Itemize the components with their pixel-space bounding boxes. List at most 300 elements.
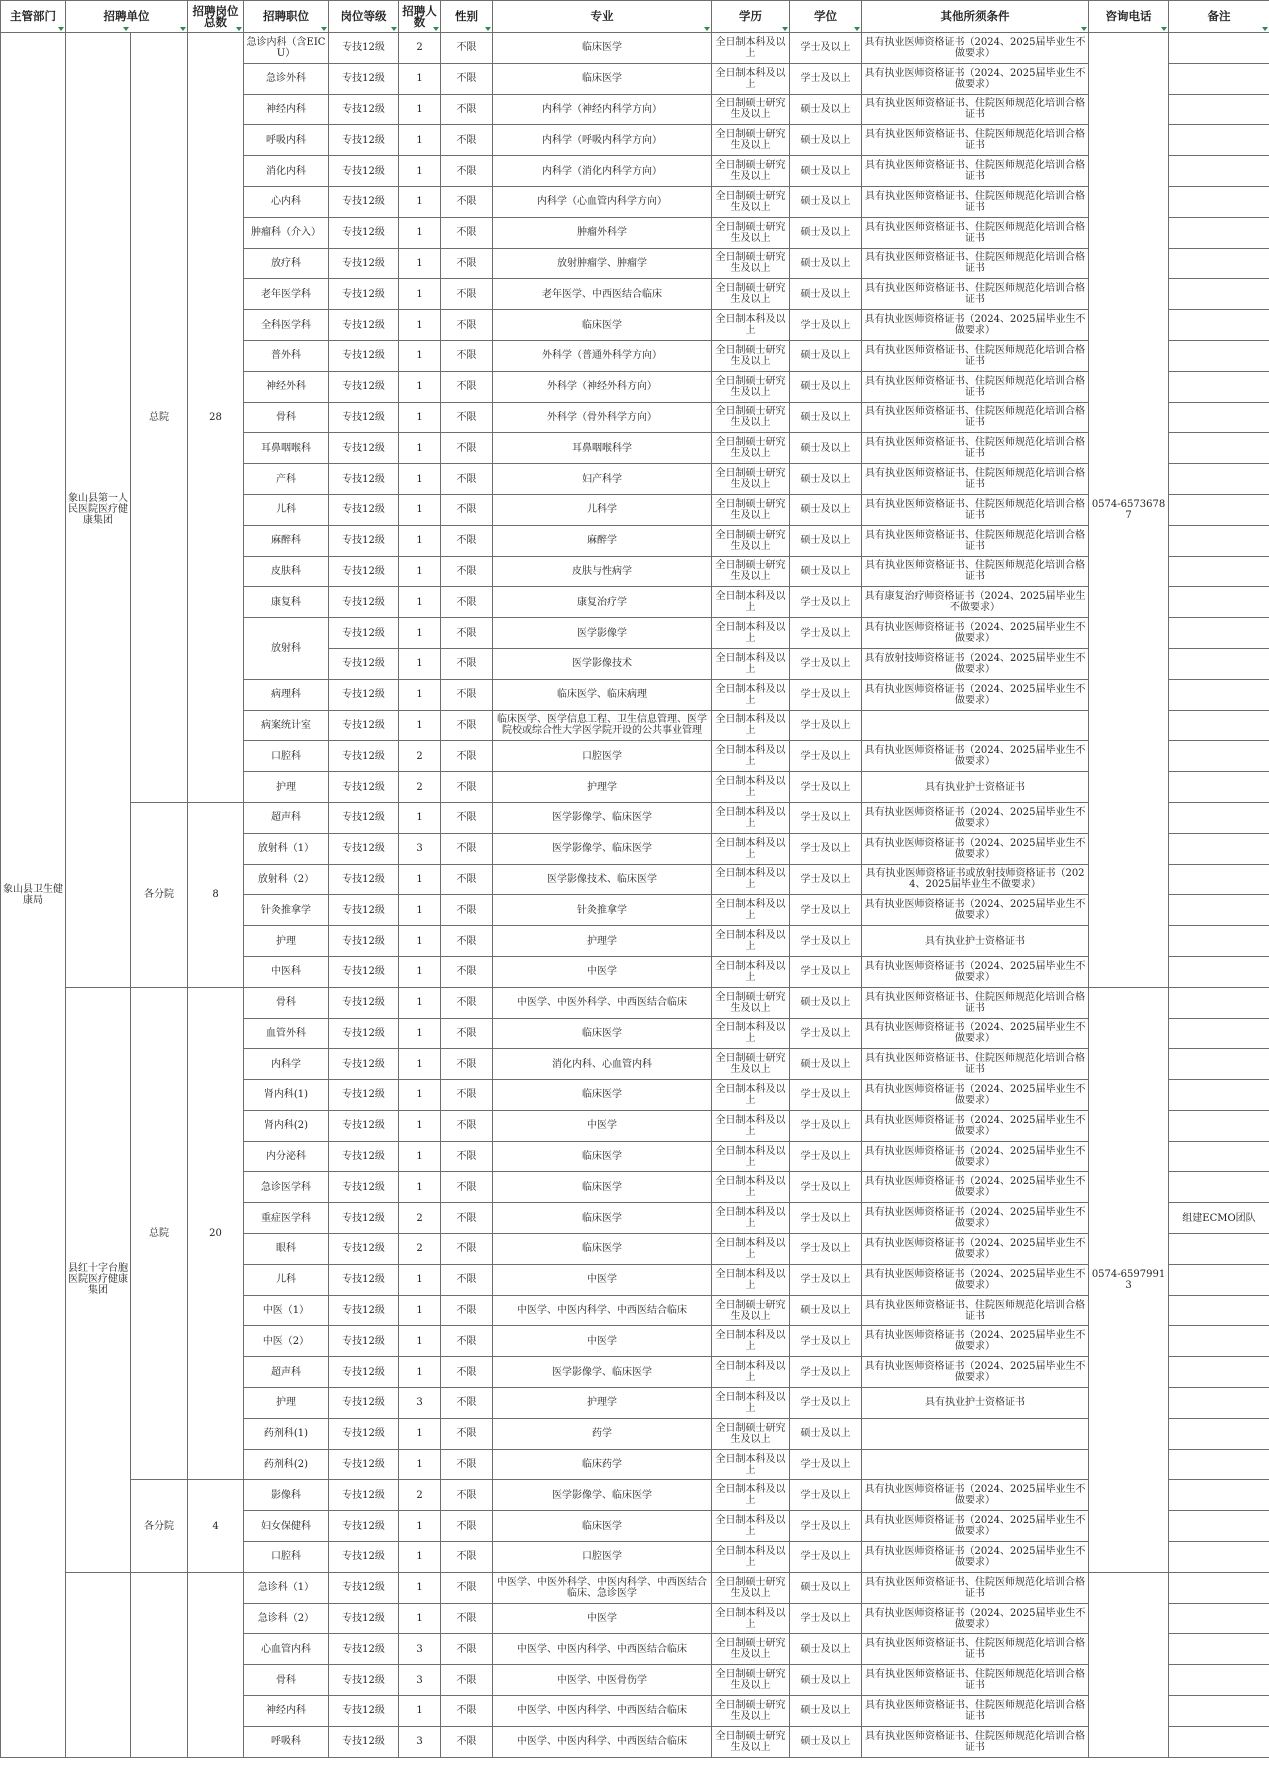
cell-remark[interactable] <box>1169 926 1269 957</box>
cell-count[interactable]: 1 <box>399 556 441 587</box>
cell-degree[interactable]: 硕士及以上 <box>790 1726 862 1757</box>
cell-position[interactable]: 药剂科(1) <box>244 1418 329 1449</box>
cell-gender[interactable]: 不限 <box>441 956 493 987</box>
cell-education[interactable]: 全日制本科及以上 <box>712 648 790 679</box>
cell-count[interactable]: 1 <box>399 1449 441 1480</box>
cell-level[interactable]: 专技12级 <box>329 741 399 772</box>
cell-other[interactable]: 具有执业医师资格证书（2024、2025届毕业生不做要求） <box>862 1480 1089 1511</box>
cell-degree[interactable]: 硕士及以上 <box>790 987 862 1018</box>
cell-level[interactable]: 专技12级 <box>329 802 399 833</box>
cell-level[interactable]: 专技12级 <box>329 1234 399 1265</box>
cell-position[interactable]: 急诊科（1） <box>244 1572 329 1603</box>
cell-position[interactable]: 急诊科（2） <box>244 1603 329 1634</box>
cell-major[interactable]: 内科学（神经内科学方向） <box>493 94 712 125</box>
cell-level[interactable]: 专技12级 <box>329 648 399 679</box>
filter-dropdown-icon[interactable] <box>433 27 439 31</box>
cell-count[interactable]: 1 <box>399 956 441 987</box>
cell-other[interactable]: 具有执业医师资格证书（2024、2025届毕业生不做要求） <box>862 1110 1089 1141</box>
cell-gender[interactable]: 不限 <box>441 1203 493 1234</box>
cell-level[interactable]: 专技12级 <box>329 895 399 926</box>
cell-major[interactable]: 临床医学 <box>493 1203 712 1234</box>
cell-gender[interactable]: 不限 <box>441 63 493 94</box>
filter-dropdown-icon[interactable] <box>236 27 242 31</box>
cell-degree[interactable]: 学士及以上 <box>790 618 862 649</box>
cell-education[interactable]: 全日制硕士研究生及以上 <box>712 1049 790 1080</box>
cell-remark[interactable] <box>1169 402 1269 433</box>
cell-position[interactable]: 心血管内科 <box>244 1634 329 1665</box>
cell-major[interactable]: 护理学 <box>493 1388 712 1419</box>
cell-position[interactable]: 放射科（2） <box>244 864 329 895</box>
cell-position[interactable]: 护理 <box>244 1388 329 1419</box>
cell-gender[interactable]: 不限 <box>441 1418 493 1449</box>
cell-education[interactable]: 全日制硕士研究生及以上 <box>712 279 790 310</box>
cell-remark[interactable] <box>1169 1511 1269 1542</box>
cell-total[interactable]: 20 <box>188 987 244 1480</box>
cell-branch[interactable]: 各分院 <box>131 802 188 987</box>
cell-count[interactable]: 2 <box>399 33 441 64</box>
cell-gender[interactable]: 不限 <box>441 433 493 464</box>
cell-major[interactable]: 口腔医学 <box>493 741 712 772</box>
cell-position[interactable]: 中医（2） <box>244 1326 329 1357</box>
cell-degree[interactable]: 硕士及以上 <box>790 1572 862 1603</box>
cell-position[interactable]: 中医科 <box>244 956 329 987</box>
cell-position[interactable]: 全科医学科 <box>244 310 329 341</box>
cell-unit[interactable] <box>66 1572 131 1757</box>
header-total[interactable] <box>188 1 244 33</box>
cell-education[interactable]: 全日制本科及以上 <box>712 741 790 772</box>
cell-gender[interactable]: 不限 <box>441 402 493 433</box>
cell-remark[interactable] <box>1169 1018 1269 1049</box>
cell-gender[interactable]: 不限 <box>441 864 493 895</box>
cell-major[interactable]: 内科学（消化内科学方向） <box>493 156 712 187</box>
cell-major[interactable]: 中医学 <box>493 1264 712 1295</box>
cell-education[interactable]: 全日制本科及以上 <box>712 1141 790 1172</box>
cell-major[interactable]: 儿科学 <box>493 494 712 525</box>
cell-major[interactable]: 放射肿瘤学、肿瘤学 <box>493 248 712 279</box>
cell-level[interactable]: 专技12级 <box>329 156 399 187</box>
cell-position[interactable]: 针灸推拿学 <box>244 895 329 926</box>
cell-gender[interactable]: 不限 <box>441 1326 493 1357</box>
cell-major[interactable]: 口腔医学 <box>493 1542 712 1573</box>
cell-other[interactable]: 具有执业医师资格证书（2024、2025届毕业生不做要求） <box>862 1603 1089 1634</box>
cell-position[interactable]: 神经内科 <box>244 94 329 125</box>
filter-dropdown-icon[interactable] <box>1161 27 1167 31</box>
cell-count[interactable]: 1 <box>399 1110 441 1141</box>
cell-education[interactable]: 全日制本科及以上 <box>712 710 790 741</box>
cell-remark[interactable] <box>1169 1388 1269 1419</box>
cell-education[interactable]: 全日制本科及以上 <box>712 33 790 64</box>
cell-education[interactable]: 全日制硕士研究生及以上 <box>712 464 790 495</box>
cell-count[interactable]: 1 <box>399 63 441 94</box>
cell-remark[interactable] <box>1169 94 1269 125</box>
cell-level[interactable]: 专技12级 <box>329 1449 399 1480</box>
cell-count[interactable]: 1 <box>399 864 441 895</box>
cell-remark[interactable] <box>1169 1141 1269 1172</box>
cell-gender[interactable]: 不限 <box>441 1634 493 1665</box>
cell-other[interactable]: 具有执业医师资格证书（2024、2025届毕业生不做要求） <box>862 895 1089 926</box>
cell-gender[interactable]: 不限 <box>441 1696 493 1727</box>
cell-gender[interactable]: 不限 <box>441 217 493 248</box>
cell-position[interactable]: 病理科 <box>244 679 329 710</box>
cell-other[interactable]: 具有执业护士资格证书 <box>862 772 1089 803</box>
cell-major[interactable]: 临床医学 <box>493 1141 712 1172</box>
cell-degree[interactable]: 学士及以上 <box>790 802 862 833</box>
header-gender[interactable] <box>441 1 493 33</box>
cell-remark[interactable] <box>1169 1326 1269 1357</box>
cell-count[interactable]: 1 <box>399 1080 441 1111</box>
cell-count[interactable]: 1 <box>399 494 441 525</box>
cell-position[interactable]: 口腔科 <box>244 1542 329 1573</box>
cell-other[interactable]: 具有执业医师资格证书、住院医师规范化培训合格证书 <box>862 371 1089 402</box>
cell-education[interactable]: 全日制本科及以上 <box>712 802 790 833</box>
cell-phone[interactable]: 0574-65979913 <box>1089 987 1169 1572</box>
cell-remark[interactable] <box>1169 1572 1269 1603</box>
cell-remark[interactable] <box>1169 464 1269 495</box>
cell-other[interactable]: 具有执业医师资格证书、住院医师规范化培训合格证书 <box>862 94 1089 125</box>
cell-major[interactable]: 耳鼻咽喉科学 <box>493 433 712 464</box>
cell-branch[interactable]: 总院 <box>131 33 188 803</box>
cell-count[interactable]: 1 <box>399 1418 441 1449</box>
cell-remark[interactable] <box>1169 1603 1269 1634</box>
cell-major[interactable]: 消化内科、心血管内科 <box>493 1049 712 1080</box>
cell-education[interactable]: 全日制本科及以上 <box>712 864 790 895</box>
cell-position[interactable]: 普外科 <box>244 340 329 371</box>
header-phone[interactable] <box>1089 1 1169 33</box>
cell-count[interactable]: 1 <box>399 125 441 156</box>
cell-remark[interactable] <box>1169 679 1269 710</box>
cell-gender[interactable]: 不限 <box>441 1264 493 1295</box>
cell-branch[interactable]: 总院 <box>131 987 188 1480</box>
cell-degree[interactable]: 硕士及以上 <box>790 217 862 248</box>
cell-count[interactable]: 2 <box>399 772 441 803</box>
cell-other[interactable]: 具有执业医师资格证书（2024、2025届毕业生不做要求） <box>862 63 1089 94</box>
cell-position[interactable]: 骨科 <box>244 1665 329 1696</box>
cell-other[interactable]: 具有执业医师资格证书、住院医师规范化培训合格证书 <box>862 1665 1089 1696</box>
cell-remark[interactable] <box>1169 1726 1269 1757</box>
cell-position[interactable]: 呼吸内科 <box>244 125 329 156</box>
cell-degree[interactable]: 硕士及以上 <box>790 279 862 310</box>
cell-degree[interactable]: 硕士及以上 <box>790 186 862 217</box>
header-education[interactable] <box>712 1 790 33</box>
cell-degree[interactable]: 硕士及以上 <box>790 402 862 433</box>
cell-remark[interactable] <box>1169 494 1269 525</box>
filter-dropdown-icon[interactable] <box>123 27 129 31</box>
cell-count[interactable]: 1 <box>399 1172 441 1203</box>
cell-count[interactable]: 1 <box>399 1572 441 1603</box>
cell-major[interactable]: 护理学 <box>493 772 712 803</box>
cell-major[interactable]: 临床医学 <box>493 310 712 341</box>
cell-gender[interactable]: 不限 <box>441 587 493 618</box>
cell-other[interactable]: 具有执业医师资格证书、住院医师规范化培训合格证书 <box>862 525 1089 556</box>
cell-level[interactable]: 专技12级 <box>329 1172 399 1203</box>
cell-position[interactable]: 肾内科(2) <box>244 1110 329 1141</box>
cell-remark[interactable] <box>1169 279 1269 310</box>
cell-count[interactable]: 1 <box>399 1603 441 1634</box>
cell-education[interactable]: 全日制硕士研究生及以上 <box>712 1572 790 1603</box>
cell-degree[interactable]: 学士及以上 <box>790 679 862 710</box>
cell-remark[interactable] <box>1169 1542 1269 1573</box>
cell-education[interactable]: 全日制本科及以上 <box>712 1542 790 1573</box>
cell-other[interactable]: 具有执业医师资格证书、住院医师规范化培训合格证书 <box>862 1049 1089 1080</box>
cell-gender[interactable]: 不限 <box>441 1141 493 1172</box>
cell-level[interactable]: 专技12级 <box>329 94 399 125</box>
cell-degree[interactable]: 硕士及以上 <box>790 464 862 495</box>
cell-degree[interactable]: 硕士及以上 <box>790 1418 862 1449</box>
cell-gender[interactable]: 不限 <box>441 1295 493 1326</box>
cell-other[interactable]: 具有执业医师资格证书、住院医师规范化培训合格证书 <box>862 217 1089 248</box>
cell-level[interactable]: 专技12级 <box>329 371 399 402</box>
cell-level[interactable]: 专技12级 <box>329 125 399 156</box>
cell-major[interactable]: 医学影像学、临床医学 <box>493 833 712 864</box>
cell-count[interactable]: 1 <box>399 1511 441 1542</box>
cell-education[interactable]: 全日制本科及以上 <box>712 587 790 618</box>
header-degree[interactable] <box>790 1 862 33</box>
cell-major[interactable]: 医学影像技术、临床医学 <box>493 864 712 895</box>
cell-phone[interactable]: 0574-65736787 <box>1089 33 1169 988</box>
cell-major[interactable]: 临床医学 <box>493 63 712 94</box>
cell-level[interactable]: 专技12级 <box>329 186 399 217</box>
cell-other[interactable]: 具有执业医师资格证书、住院医师规范化培训合格证书 <box>862 279 1089 310</box>
cell-count[interactable]: 1 <box>399 710 441 741</box>
cell-education[interactable]: 全日制本科及以上 <box>712 1234 790 1265</box>
cell-education[interactable]: 全日制本科及以上 <box>712 1388 790 1419</box>
cell-major[interactable]: 康复治疗学 <box>493 587 712 618</box>
cell-major[interactable]: 麻醉学 <box>493 525 712 556</box>
cell-degree[interactable]: 学士及以上 <box>790 956 862 987</box>
cell-other[interactable]: 具有执业医师资格证书（2024、2025届毕业生不做要求） <box>862 679 1089 710</box>
cell-other[interactable] <box>862 1449 1089 1480</box>
cell-position[interactable]: 消化内科 <box>244 156 329 187</box>
cell-position[interactable]: 影像科 <box>244 1480 329 1511</box>
cell-level[interactable]: 专技12级 <box>329 402 399 433</box>
cell-other[interactable]: 具有执业医师资格证书、住院医师规范化培训合格证书 <box>862 556 1089 587</box>
cell-level[interactable]: 专技12级 <box>329 1511 399 1542</box>
cell-gender[interactable]: 不限 <box>441 1049 493 1080</box>
cell-education[interactable]: 全日制硕士研究生及以上 <box>712 1418 790 1449</box>
cell-remark[interactable] <box>1169 956 1269 987</box>
cell-gender[interactable]: 不限 <box>441 186 493 217</box>
cell-branch[interactable] <box>131 1572 188 1757</box>
cell-count[interactable]: 1 <box>399 1357 441 1388</box>
cell-other[interactable]: 具有执业医师资格证书（2024、2025届毕业生不做要求） <box>862 618 1089 649</box>
cell-level[interactable]: 专技12级 <box>329 679 399 710</box>
cell-major[interactable]: 肿瘤外科学 <box>493 217 712 248</box>
cell-count[interactable]: 1 <box>399 156 441 187</box>
cell-dept[interactable]: 象山县卫生健康局 <box>1 33 66 1758</box>
cell-count[interactable]: 3 <box>399 1665 441 1696</box>
cell-count[interactable]: 1 <box>399 802 441 833</box>
cell-major[interactable]: 中医学 <box>493 1326 712 1357</box>
cell-education[interactable]: 全日制硕士研究生及以上 <box>712 125 790 156</box>
cell-gender[interactable]: 不限 <box>441 1511 493 1542</box>
cell-count[interactable]: 1 <box>399 310 441 341</box>
cell-degree[interactable]: 学士及以上 <box>790 310 862 341</box>
cell-other[interactable]: 具有执业医师资格证书、住院医师规范化培训合格证书 <box>862 402 1089 433</box>
header-count[interactable] <box>399 1 441 33</box>
cell-other[interactable]: 具有执业医师资格证书（2024、2025届毕业生不做要求） <box>862 1357 1089 1388</box>
cell-remark[interactable] <box>1169 895 1269 926</box>
cell-education[interactable]: 全日制硕士研究生及以上 <box>712 1665 790 1696</box>
cell-gender[interactable]: 不限 <box>441 125 493 156</box>
cell-major[interactable]: 中医学、中医内科学、中西医结合临床 <box>493 1295 712 1326</box>
cell-count[interactable]: 1 <box>399 279 441 310</box>
cell-position[interactable]: 急诊外科 <box>244 63 329 94</box>
cell-education[interactable]: 全日制本科及以上 <box>712 1018 790 1049</box>
cell-gender[interactable]: 不限 <box>441 987 493 1018</box>
cell-gender[interactable]: 不限 <box>441 248 493 279</box>
cell-degree[interactable]: 学士及以上 <box>790 1326 862 1357</box>
cell-education[interactable]: 全日制硕士研究生及以上 <box>712 94 790 125</box>
cell-education[interactable]: 全日制本科及以上 <box>712 1264 790 1295</box>
cell-major[interactable]: 中医学、中医外科学、中医内科学、中西医结合临床、急诊医学 <box>493 1572 712 1603</box>
cell-other[interactable]: 具有执业医师资格证书、住院医师规范化培训合格证书 <box>862 186 1089 217</box>
cell-level[interactable]: 专技12级 <box>329 1634 399 1665</box>
cell-gender[interactable]: 不限 <box>441 802 493 833</box>
cell-level[interactable]: 专技12级 <box>329 926 399 957</box>
cell-degree[interactable]: 学士及以上 <box>790 1388 862 1419</box>
cell-degree[interactable]: 学士及以上 <box>790 648 862 679</box>
cell-remark[interactable] <box>1169 1480 1269 1511</box>
cell-education[interactable]: 全日制硕士研究生及以上 <box>712 186 790 217</box>
filter-dropdown-icon[interactable] <box>854 27 860 31</box>
cell-degree[interactable]: 硕士及以上 <box>790 156 862 187</box>
cell-major[interactable]: 外科学（普通外科学方向） <box>493 340 712 371</box>
cell-level[interactable]: 专技12级 <box>329 1080 399 1111</box>
cell-count[interactable]: 1 <box>399 1049 441 1080</box>
cell-level[interactable]: 专技12级 <box>329 1326 399 1357</box>
cell-major[interactable]: 老年医学、中西医结合临床 <box>493 279 712 310</box>
cell-count[interactable]: 1 <box>399 402 441 433</box>
cell-gender[interactable]: 不限 <box>441 1357 493 1388</box>
cell-level[interactable]: 专技12级 <box>329 1018 399 1049</box>
cell-other[interactable]: 具有执业医师资格证书、住院医师规范化培训合格证书 <box>862 340 1089 371</box>
cell-position[interactable]: 肿瘤科（介入） <box>244 217 329 248</box>
cell-major[interactable]: 中医学 <box>493 1110 712 1141</box>
cell-education[interactable]: 全日制本科及以上 <box>712 1449 790 1480</box>
cell-count[interactable]: 1 <box>399 618 441 649</box>
cell-gender[interactable]: 不限 <box>441 1480 493 1511</box>
header-dept[interactable] <box>1 1 66 33</box>
cell-position[interactable]: 骨科 <box>244 987 329 1018</box>
cell-remark[interactable] <box>1169 1696 1269 1727</box>
cell-other[interactable]: 具有执业医师资格证书（2024、2025届毕业生不做要求） <box>862 310 1089 341</box>
cell-degree[interactable]: 硕士及以上 <box>790 125 862 156</box>
cell-count[interactable]: 1 <box>399 464 441 495</box>
cell-education[interactable]: 全日制本科及以上 <box>712 1172 790 1203</box>
cell-level[interactable]: 专技12级 <box>329 217 399 248</box>
cell-degree[interactable]: 学士及以上 <box>790 864 862 895</box>
cell-remark[interactable] <box>1169 741 1269 772</box>
cell-count[interactable]: 1 <box>399 1696 441 1727</box>
cell-position[interactable]: 口腔科 <box>244 741 329 772</box>
cell-degree[interactable]: 硕士及以上 <box>790 556 862 587</box>
cell-major[interactable]: 医学影像学 <box>493 618 712 649</box>
cell-position[interactable]: 护理 <box>244 926 329 957</box>
cell-other[interactable]: 具有执业医师资格证书（2024、2025届毕业生不做要求） <box>862 1080 1089 1111</box>
cell-level[interactable]: 专技12级 <box>329 63 399 94</box>
cell-remark[interactable]: 组建ECMO团队 <box>1169 1203 1269 1234</box>
cell-gender[interactable]: 不限 <box>441 926 493 957</box>
cell-total[interactable] <box>188 1572 244 1757</box>
cell-other[interactable]: 具有执业医师资格证书、住院医师规范化培训合格证书 <box>862 433 1089 464</box>
cell-level[interactable]: 专技12级 <box>329 1264 399 1295</box>
cell-degree[interactable]: 学士及以上 <box>790 1264 862 1295</box>
cell-remark[interactable] <box>1169 802 1269 833</box>
cell-education[interactable]: 全日制本科及以上 <box>712 679 790 710</box>
cell-other[interactable]: 具有执业医师资格证书（2024、2025届毕业生不做要求） <box>862 1234 1089 1265</box>
cell-level[interactable]: 专技12级 <box>329 433 399 464</box>
cell-remark[interactable] <box>1169 864 1269 895</box>
cell-level[interactable]: 专技12级 <box>329 1603 399 1634</box>
filter-dropdown-icon[interactable] <box>704 27 710 31</box>
cell-gender[interactable]: 不限 <box>441 648 493 679</box>
cell-remark[interactable] <box>1169 1357 1269 1388</box>
cell-remark[interactable] <box>1169 1172 1269 1203</box>
cell-count[interactable]: 1 <box>399 1018 441 1049</box>
cell-gender[interactable]: 不限 <box>441 156 493 187</box>
filter-dropdown-icon[interactable] <box>321 27 327 31</box>
cell-gender[interactable]: 不限 <box>441 525 493 556</box>
header-unit[interactable] <box>66 1 188 33</box>
cell-position[interactable]: 病案统计室 <box>244 710 329 741</box>
cell-count[interactable]: 1 <box>399 1295 441 1326</box>
cell-count[interactable]: 1 <box>399 648 441 679</box>
cell-gender[interactable]: 不限 <box>441 741 493 772</box>
cell-level[interactable]: 专技12级 <box>329 1388 399 1419</box>
cell-count[interactable]: 2 <box>399 1234 441 1265</box>
cell-level[interactable]: 专技12级 <box>329 1110 399 1141</box>
cell-level[interactable]: 专技12级 <box>329 310 399 341</box>
cell-count[interactable]: 1 <box>399 895 441 926</box>
cell-education[interactable]: 全日制本科及以上 <box>712 1603 790 1634</box>
cell-remark[interactable] <box>1169 1418 1269 1449</box>
cell-count[interactable]: 1 <box>399 926 441 957</box>
cell-position[interactable]: 超声科 <box>244 802 329 833</box>
cell-position[interactable]: 骨科 <box>244 402 329 433</box>
cell-degree[interactable]: 硕士及以上 <box>790 1295 862 1326</box>
cell-degree[interactable]: 硕士及以上 <box>790 94 862 125</box>
cell-position[interactable]: 皮肤科 <box>244 556 329 587</box>
cell-education[interactable]: 全日制本科及以上 <box>712 1110 790 1141</box>
cell-remark[interactable] <box>1169 186 1269 217</box>
cell-other[interactable]: 具有执业医师资格证书、住院医师规范化培训合格证书 <box>862 494 1089 525</box>
cell-degree[interactable]: 硕士及以上 <box>790 1696 862 1727</box>
cell-major[interactable]: 中医学、中医骨伤学 <box>493 1665 712 1696</box>
cell-education[interactable]: 全日制硕士研究生及以上 <box>712 156 790 187</box>
cell-other[interactable]: 具有执业医师资格证书（2024、2025届毕业生不做要求） <box>862 33 1089 64</box>
cell-degree[interactable]: 硕士及以上 <box>790 1665 862 1696</box>
cell-degree[interactable]: 学士及以上 <box>790 1080 862 1111</box>
cell-gender[interactable]: 不限 <box>441 833 493 864</box>
cell-level[interactable]: 专技12级 <box>329 1696 399 1727</box>
cell-major[interactable]: 中医学、中医外科学、中西医结合临床 <box>493 987 712 1018</box>
cell-remark[interactable] <box>1169 1080 1269 1111</box>
filter-dropdown-icon[interactable] <box>1081 27 1087 31</box>
cell-education[interactable]: 全日制硕士研究生及以上 <box>712 371 790 402</box>
cell-education[interactable]: 全日制硕士研究生及以上 <box>712 433 790 464</box>
cell-level[interactable]: 专技12级 <box>329 618 399 649</box>
cell-position[interactable]: 康复科 <box>244 587 329 618</box>
cell-major[interactable]: 中医学、中医内科学、中西医结合临床 <box>493 1696 712 1727</box>
cell-remark[interactable] <box>1169 371 1269 402</box>
header-other[interactable] <box>862 1 1089 33</box>
cell-gender[interactable]: 不限 <box>441 1110 493 1141</box>
cell-degree[interactable]: 学士及以上 <box>790 1172 862 1203</box>
cell-education[interactable]: 全日制本科及以上 <box>712 1357 790 1388</box>
cell-remark[interactable] <box>1169 1449 1269 1480</box>
cell-degree[interactable]: 硕士及以上 <box>790 1049 862 1080</box>
cell-count[interactable]: 3 <box>399 1634 441 1665</box>
